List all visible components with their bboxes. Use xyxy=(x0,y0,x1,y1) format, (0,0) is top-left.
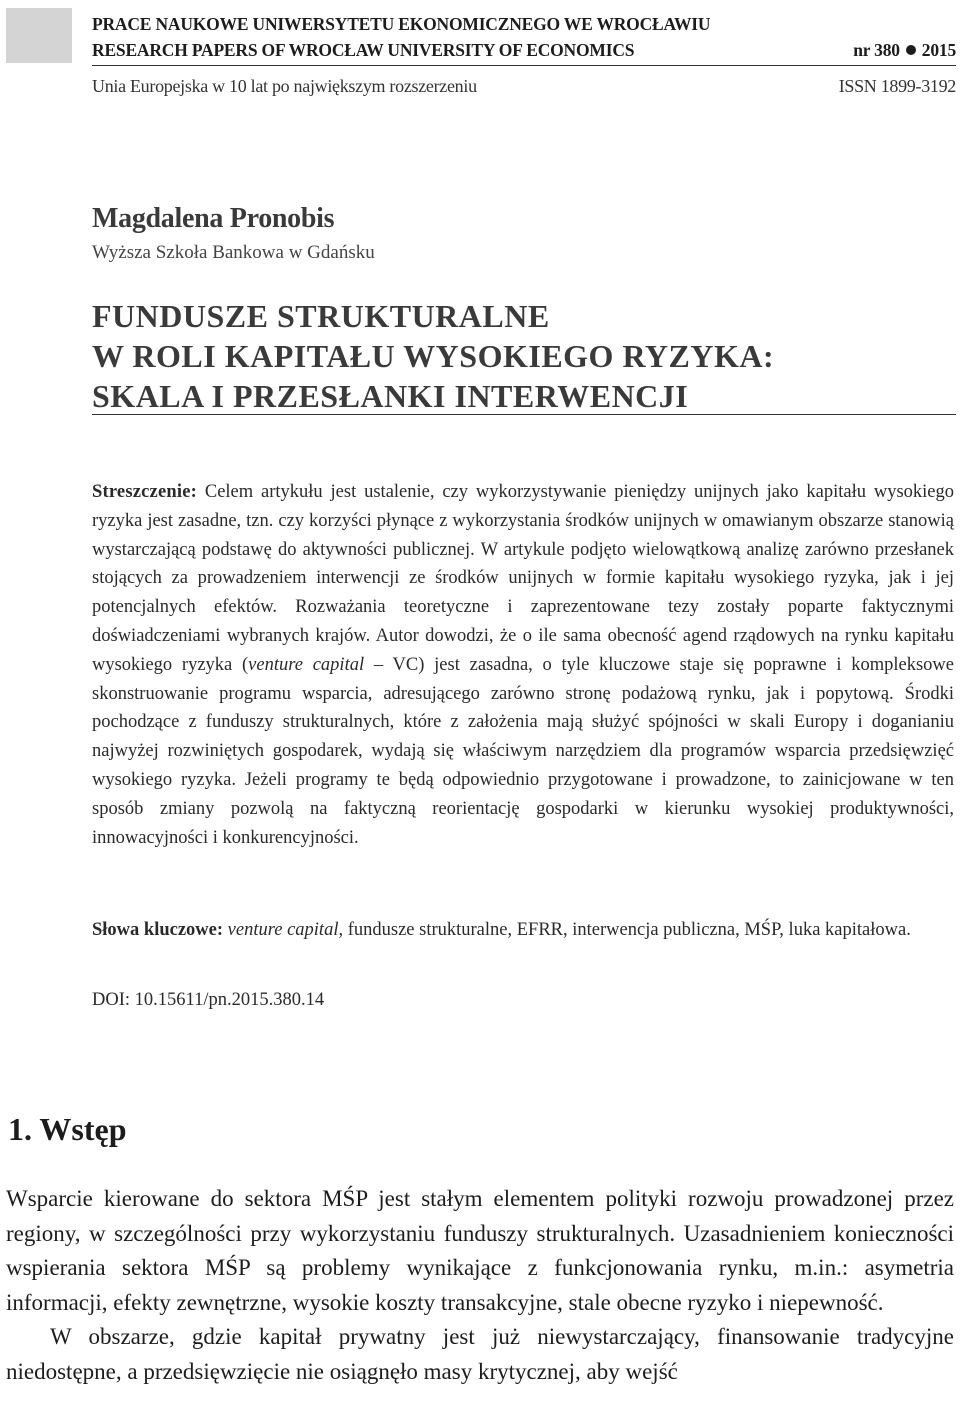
header-rule-top xyxy=(92,65,956,66)
volume-line xyxy=(92,76,956,97)
doi: DOI: 10.15611/pn.2015.380.14 xyxy=(92,990,325,1010)
abstract-text-continued: – VC) jest zasadna, o tyle kluczowe staje się poprawne i kompleksowe skonstruowanie programu wsparcia, adresującego zarówno stronę podażową rynku, jak i popytową. Środki pochodzące z funduszy strukturalnych, które z założenia mają służyć spójności w skali Europy i doganianiu najwyżej rozwiniętych gospodarek, wydają się właściwym narzędziem dla programów wsparcia przedsięwzięć wysokiego ryzyka. Jeżeli programy te będą odpowiednio przygotowane i prowadzone, to zainicjowane w ten sposób zmiany pozwolą na faktyczną reorientację gospodarki w kierunku wysokiej produktywności, innowacyjności i konkurencyjności. xyxy=(92,654,955,848)
journal-title-pl: PRACE NAUKOWE UNIWERSYTETU EKONOMICZNEGO WE WROCŁAWIU xyxy=(92,14,711,34)
section-body xyxy=(6,1182,954,1390)
keywords-label: Słowa kluczowe: xyxy=(92,920,224,940)
issn: ISSN 1899-3192 xyxy=(838,76,956,96)
keywords-text: , fundusze strukturalne, EFRR, interwencja publiczna, MŚP, luka kapitałowa. xyxy=(338,920,911,940)
title-line: W ROLI KAPITAŁU WYSOKIEGO RYZYKA: xyxy=(92,338,775,374)
volume-title: Unia Europejska w 10 lat po największym rozszerzeniu xyxy=(92,76,477,96)
author-affiliation: Wyższa Szkoła Bankowa w Gdańsku xyxy=(92,242,375,263)
bullet-icon xyxy=(906,45,916,55)
abstract-label: Streszczenie: xyxy=(92,482,197,502)
header-gray-block xyxy=(6,8,72,63)
issue-number: nr 380 xyxy=(853,40,900,60)
keywords-italic-term: venture capital xyxy=(227,920,339,940)
article-title xyxy=(92,296,956,416)
keywords xyxy=(92,916,954,945)
abstract xyxy=(92,478,954,852)
author-name: Magdalena Pronobis xyxy=(92,203,335,234)
abstract-text: Celem artykułu jest ustalenie, czy wykorzystywanie pieniędzy unijnych jako kapitału wysokiego ryzyka jest zasadne, tzn. czy korzyści płynące z wykorzystania środków unijnych w omawianym obszarze stanowią wystarczającą podstawę do aktywności publicznej. W artykule podjęto wielowątkową analizę zarówno przesłanek stojących za prowadzeniem interwencji ze środków unijnych w formie kapitału wysokiego ryzyka, jak i jej potencjalnych efektów. Rozważania teoretyczne i zaprezentowane tezy zostały poparte faktycznymi doświadczeniami wybranych krajów. Autor dowodzi, że o ile sama obecność agend rządowych na rynku kapitału wysokiego ryzyka ( xyxy=(92,482,954,675)
journal-header xyxy=(92,11,956,63)
journal-title-en: RESEARCH PAPERS OF WROCŁAW UNIVERSITY OF ECONOMICS xyxy=(92,40,635,60)
title-line: SKALA I PRZESŁANKI INTERWENCJI xyxy=(92,378,689,414)
journal-title-en-row xyxy=(92,37,956,63)
title-line: FUNDUSZE STRUKTURALNE xyxy=(92,298,550,334)
abstract-italic-term: venture capital xyxy=(248,654,365,675)
title-rule xyxy=(92,414,956,415)
paragraph: Wsparcie kierowane do sektora MŚP jest stałym elementem polityki rozwoju prowadzonej przez regiony, w szczególności przy wykorzystaniu funduszy strukturalnych. Uzasadnieniem konieczności wspierania sektora MŚP są problemy wynikające z funkcjonowania rynku, m.in.: asymetria informacji, efekty zewnętrzne, wysokie koszty transakcyjne, stale obecne ryzyko i niepewność. xyxy=(6,1186,954,1315)
paragraph: W obszarze, gdzie kapitał prywatny jest już niewystarczający, finansowanie tradycyjne niedostępne, a przedsięwzięcie nie osiągnęło masy krytycznej, aby wejść xyxy=(6,1324,954,1384)
journal-title-pl-row xyxy=(92,11,956,37)
issue-info xyxy=(853,37,956,63)
section-heading: 1. Wstęp xyxy=(8,1111,127,1147)
issue-year: 2015 xyxy=(921,40,956,60)
